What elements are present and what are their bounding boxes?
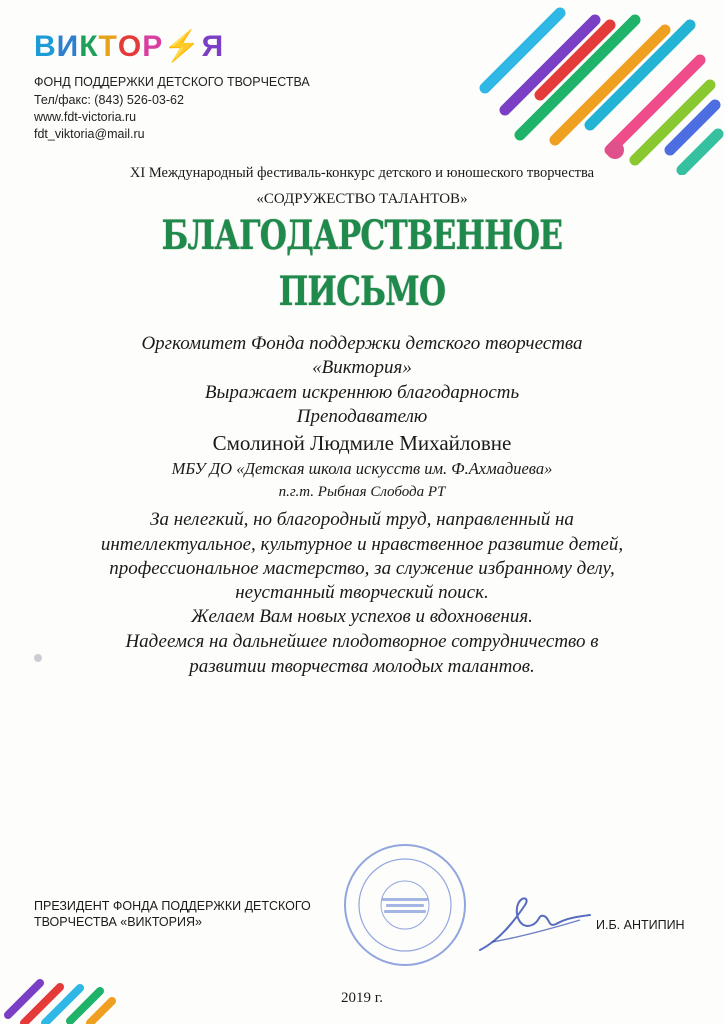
handwritten-signature <box>470 880 600 960</box>
paper-speck <box>32 652 44 664</box>
phone-text: Тел/факс: (843) 526-03-62 <box>34 93 184 107</box>
contest-name: «СОДРУЖЕСТВО ТАЛАНТОВ» <box>256 191 468 207</box>
signer-name: И.Б. АНТИПИН <box>596 918 685 932</box>
body-line-3: Выражает искреннюю благодарность <box>204 382 520 403</box>
recipient-name: Смолиной Людмиле Михайловне <box>212 431 512 455</box>
body-line-6: интеллектуальное, культурное и нравственное развитие детей, <box>100 534 624 555</box>
fund-name: ФОНД ПОДДЕРЖКИ ДЕТСКОГО ТВОРЧЕСТВА <box>34 75 310 89</box>
president-title-line-1: ПРЕЗИДЕНТ ФОНДА ПОДДЕРЖКИ ДЕТСКОГО <box>34 899 311 913</box>
locality: п.г.т. Рыбная Слобода РТ <box>278 484 446 500</box>
body-line-5: За нелегкий, но благородный труд, направленный на <box>150 509 574 530</box>
organization-name: МБУ ДО «Детская школа искусств им. Ф.Ахмадиева» <box>171 459 553 478</box>
website-link[interactable]: www.fdt-victoria.ru <box>34 110 137 124</box>
body-line-1: Оргкомитет Фонда поддержки детского творчества <box>141 333 583 354</box>
victoria-logo: ВИКТОР⚡Я <box>34 30 225 63</box>
president-title-line-2: ТВОРЧЕСТВА «ВИКТОРИЯ» <box>34 915 202 929</box>
festival-name: XI Международный фестиваль-конкурс детского и юношеского творчества <box>129 165 595 181</box>
body-line-10: Надеемся на дальнейшее плодотворное сотрудничество в <box>125 631 599 652</box>
document-year: 2019 г. <box>341 990 383 1006</box>
body-line-8: неустанный творческий поиск. <box>235 582 489 603</box>
email-link[interactable]: fdt_viktoria@mail.ru <box>34 127 145 141</box>
decorative-stripes-top <box>460 0 724 175</box>
body-line-4: Преподавателю <box>296 406 428 427</box>
body-line-9: Желаем Вам новых успехов и вдохновения. <box>191 606 533 627</box>
president-title <box>34 898 311 930</box>
document-title: БЛАГОДАРСТВЕННОЕ ПИСЬМО <box>161 212 563 315</box>
body-line-7: профессиональное мастерство, за служение избранному делу, <box>109 558 615 579</box>
body-line-11: развитии творчества молодых талантов. <box>189 656 535 677</box>
body-line-2: «Виктория» <box>312 357 412 378</box>
official-stamp-seal <box>340 840 470 970</box>
